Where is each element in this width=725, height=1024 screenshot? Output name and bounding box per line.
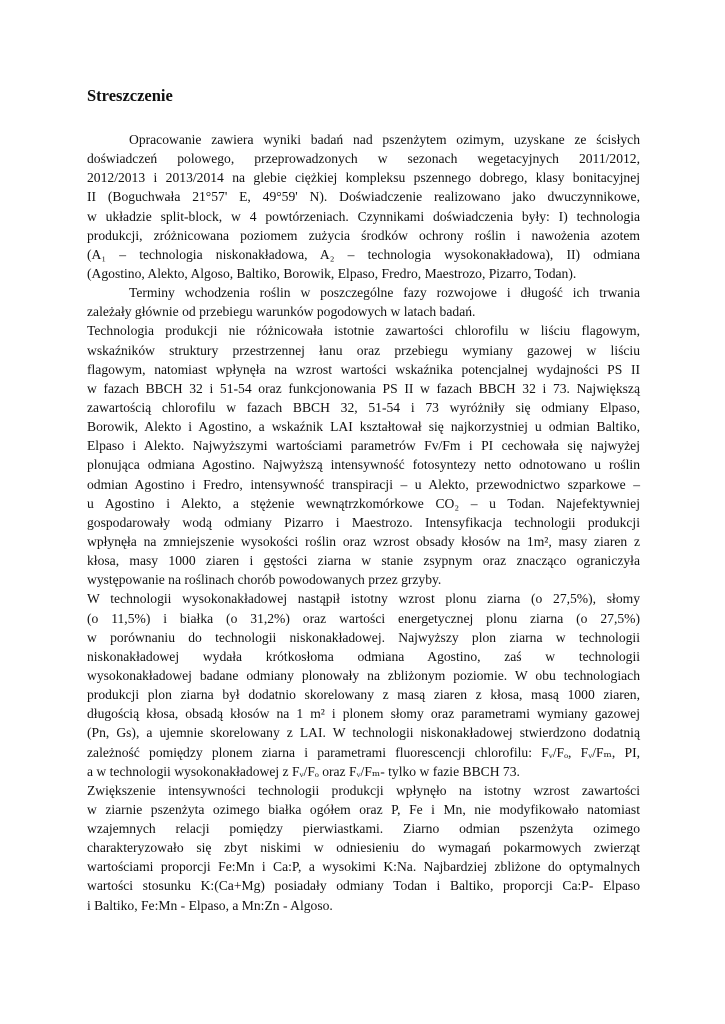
text-line: wskaźników struktury przestrzennej łanu oraz przebiegu wymiany gazowej w liściu: [87, 342, 640, 358]
text-line: zależały głównie od przebiegu warunków pogodowych w latach badań.: [87, 304, 476, 320]
text-line: niskonakładowej wydała krótkosłoma odmiana Agostino, zaś w technologii: [87, 648, 640, 664]
text-line: produkcji, zróżnicowana poziomem zużycia środków ochrony roślin i nawożenia azotem: [87, 227, 640, 243]
text-line: u Agostino i Alekto, a stężenie wewnątrzkomórkowe CO₂ – u Todan. Najefektywniej: [87, 495, 640, 511]
text-line: (o 11,5%) i białka (o 31,2%) oraz wartości energetycznej plonu ziarna (o 27,5%): [87, 610, 640, 626]
text-line: występowanie na roślinach chorób powodowanych przez grzyby.: [87, 572, 442, 588]
text-line: (Pn, Gs), a ujemnie skorelowany z LAI. W technologii niskonakładowej stwierdzono dodatnią: [87, 725, 640, 741]
text-line: Elpaso i Alekto. Najwyższymi wartościami parametrów Fv/Fm i PI cechowała się najwyżej: [87, 438, 640, 454]
text-line: W technologii wysokonakładowej nastąpił istotny wzrost plonu ziarna (o 27,5%), słomy: [87, 591, 640, 607]
text-line: wpłynęła na zmniejszenie wysokości roślin oraz wzrost obsady kłosów na 1m², masy ziaren z: [87, 533, 640, 549]
text-line: odmian Agostino i Fredro, intensywność transpiracji – u Alekto, przewodnictwo szparkowe –: [87, 476, 640, 492]
text-line: wzajemnych relacji pomiędzy pierwiastkami. Ziarno odmian pszenżyta ozimego: [87, 821, 640, 837]
text-line: produkcji plon ziarna był dodatnio skorelowany z masą ziaren z kłosa, masą 1000 ziaren,: [87, 687, 640, 703]
text-line: w ziarnie pszenżyta ozimego białka ogółem oraz P, Fe i Mn, nie modyfikowało natomiast: [87, 801, 640, 817]
text-line: w układzie split-block, w 4 powtórzeniach. Czynnikami doświadczenia były: I) technologia: [87, 208, 640, 224]
text-line: gospodarowały wodą odmiany Pizarro i Maestrozo. Intensyfikacja technologii produkcji: [87, 514, 640, 530]
text-line: (A₁ – technologia niskonakładowa, A₂ – technologia wysokonakładowa), II) odmiana: [87, 246, 640, 262]
text-line: zależność pomiędzy plonem ziarna i parametrami fluorescencji chlorofilu: Fᵥ/Fₒ, Fᵥ/Fₘ, PI,: [87, 744, 640, 760]
text-line: Zwiększenie intensywności technologii produkcji wpłynęło na istotny wzrost zawartości: [87, 782, 640, 798]
text-line: wartościami proporcji Fe:Mn i Ca:P, a wysokimi K:Na. Najbardziej zbliżone do optymalnych: [87, 859, 640, 875]
text-line: doświadczeń polowego, przeprowadzonych w sezonach wegetacyjnych 2011/2012,: [87, 151, 640, 167]
text-line: 2012/2013 i 2013/2014 na glebie ciężkiej kompleksu pszennego dobrego, klasy bonitacyjnej: [87, 170, 640, 186]
text-line: Borowik, Alekto i Agostino, a wskaźnik LAI kształtował się najkorzystniej u odmian Baltiko,: [87, 419, 640, 435]
text-line: Terminy wchodzenia roślin w poszczególne fazy rozwojowe i długość ich trwania: [129, 285, 640, 301]
text-line: wartości stosunku K:(Ca+Mg) posiadały odmiany Todan i Baltiko, proporcji Ca:P- Elpaso: [87, 878, 640, 894]
text-line: Opracowanie zawiera wyniki badań nad pszenżytem ozimym, uzyskane ze ścisłych: [129, 132, 640, 147]
text-line: zawartością chlorofilu w fazach BBCH 32, 51-54 i 73 wyróżniły się odmiany Elpaso,: [87, 399, 640, 415]
text-line: flagowym, natomiast wpłynęła na wzrost wartości wskaźnika potencjalnej wydajności PS II: [87, 361, 640, 377]
page-title: Streszczenie: [87, 86, 173, 105]
abstract-body: [87, 130, 640, 915]
text-line: w porównaniu do technologii niskonakładowej. Najwyższy plon ziarna w technologii: [87, 629, 640, 645]
text-line: wysokonakładowej badane odmiany plonowały na zbliżonym poziomie. W obu technologiach: [87, 667, 640, 683]
text-line: długością kłosa, obsadą kłosów na 1 m² i plonem słomy oraz parametrami wymiany gazowej: [87, 706, 640, 722]
text-line: Technologia produkcji nie różnicowała istotnie zawartości chlorofilu w liściu flagowym,: [87, 323, 640, 339]
text-line: i Baltiko, Fe:Mn - Elpaso, a Mn:Zn - Algoso.: [87, 897, 333, 913]
text-line: (Agostino, Alekto, Algoso, Baltiko, Borowik, Elpaso, Fredro, Maestrozo, Pizarro, Todan).: [87, 265, 577, 281]
text-line: w fazach BBCH 32 i 51-54 oraz funkcjonowania PS II w fazach BBCH 32 i 73. Największą: [87, 380, 640, 396]
text-line: plonująca odmiana Agostino. Najwyższą intensywność fotosyntezy netto odnotowano u roślin: [87, 457, 640, 473]
text-line: kłosa, masy 1000 ziaren i gęstości ziarna w stanie zsypnym oraz znacząco ograniczyła: [87, 553, 640, 569]
text-line: charakteryzowało się zbyt niskimi w odniesieniu do wymagań pokarmowych zwierząt: [87, 840, 640, 856]
text-line: II (Boguchwała 21°57' E, 49°59' N). Doświadczenie realizowano jako dwuczynnikowe,: [87, 189, 640, 205]
text-line: a w technologii wysokonakładowej z Fᵥ/Fₒ oraz Fᵥ/Fₘ- tylko w fazie BBCH 73.: [87, 763, 520, 779]
